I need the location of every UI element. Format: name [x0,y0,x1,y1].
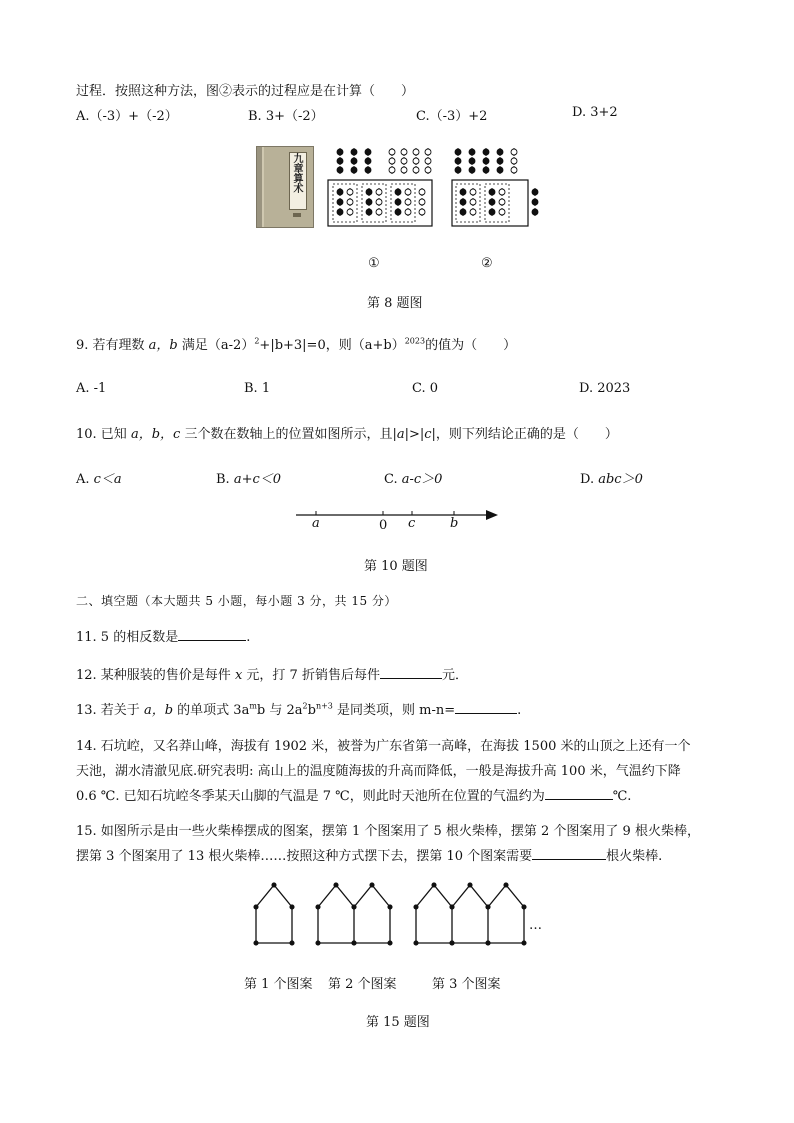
pattern2-roof-right-1-head-0 [370,883,374,887]
fig2-box-rod-3-1 [499,199,505,205]
fig2-box-rod-2-0 [489,189,495,195]
section-heading: 二、填空题（本大题共 5 小题，每小题 3 分，共 15 分） [76,594,397,608]
q11-blank [178,628,246,641]
q14-line1: 14. 石坑崆，又名莽山峰，海拔有 1902 米，被誉为广东省第一高峰，在海拔 1500 米的山顶之上还有一个 [76,739,691,754]
fig1-box-rod-3-2 [376,209,382,215]
q9-suffix: 的值为（ ） [425,338,517,353]
fig1-top-hollow-1-1 [401,158,407,164]
fig1-top-filled-0-1 [337,158,343,164]
pattern-ellipsis: … [529,918,542,933]
q9-exp1: 2 [254,336,260,346]
fig1-top-hollow-3-1 [425,158,431,164]
pattern1-wall-0-head-1 [254,941,258,945]
pattern1-wall-0-head-0 [254,905,258,909]
fig2-top-filled-0-1 [455,158,461,164]
q10-option-b-expr: a+c＜0 [233,472,282,487]
q13-sup2: 2 [302,701,308,711]
q10-option-a-label: A. [76,472,94,487]
fig1-dash-box-2 [362,184,386,222]
fig2-top-filled-3-0 [497,149,503,155]
pattern3-floor-2-head-0 [486,941,490,945]
pattern1-wall-1-head-1 [290,941,294,945]
fig1-top-hollow-0-1 [389,158,395,164]
q9-option-c: C. 0 [412,381,439,396]
fig1-box-rod-5-0 [405,189,411,195]
q9-abs: +|b+3|=0，则（ [259,338,365,353]
book-title: 九章算术 [291,153,302,193]
pattern3-roof-left-1 [452,885,470,907]
q15-line2-text: 摆第 3 个图案用了 13 根火柴棒……按照这种方式摆下去，摆第 10 个图案需要 [76,849,533,864]
pattern3-wall-3-head-1 [522,941,526,945]
q15-caption: 第 15 题图 [366,1015,430,1030]
fig2-box-rod-0-1 [460,199,466,205]
q10-option-d-expr: abc＞0 [598,472,643,487]
pattern3-roof-left-1-head-0 [450,905,454,909]
q14-line3-text: 0.6 ℃. 已知石坑崆冬季某天山脚的气温是 7 ℃，则此时天池所在位置的气温约为 [76,789,545,804]
fig1-box-rod-0-1 [337,199,343,205]
fig1-box-rod-2-0 [366,189,372,195]
pattern2-roof-right-0-head-0 [334,883,338,887]
fig1-box-rod-5-2 [405,209,411,215]
fig1-top-hollow-3-2 [425,167,431,173]
q10-option-b [216,468,281,487]
pattern3-roof-right-1-head-0 [468,883,472,887]
q12-var: x [234,668,243,683]
pattern2-roof-left-1-head-0 [352,905,356,909]
fig2-top-hollow-0-2 [511,167,517,173]
pattern1-roof-right-0 [274,885,292,907]
fig1-top-hollow-2-2 [413,167,419,173]
pattern3-roof-right-2 [506,885,524,907]
q9-mid3: ） [391,338,405,353]
pattern-label-1: 第 1 个图案 [244,977,313,992]
q10-option-c-expr: a-c＞0 [401,472,443,487]
q9-expr1: a-2 [220,338,242,353]
q8-caption: 第 8 题图 [367,296,423,311]
fig2-box-rod-3-0 [499,189,505,195]
pattern2-roof-left-1 [354,885,372,907]
pattern3-roof-left-2-head-0 [486,905,490,909]
q15-line2 [76,845,662,864]
pattern3-roof-left-0 [416,885,434,907]
q8-option-c: C.（-3）+2 [416,109,488,124]
pattern2-wall-0-head-1 [316,941,320,945]
q13-mid2: b 与 2a [256,703,303,718]
q10-option-c-label: C. [384,472,402,487]
q14-blank [545,787,613,800]
fig2-top-hollow-0-1 [511,158,517,164]
fig1-box-rod-4-1 [395,199,401,205]
q9-expr2: a+b [364,338,392,353]
q9-option-d: D. 2023 [579,381,631,396]
pattern2-roof-right-1 [372,885,390,907]
fig1-top-hollow-0-0 [389,149,395,155]
q9-exp2: 2023 [404,336,426,346]
fig1-top-filled-0-2 [337,167,343,173]
fig1-box-rod-4-0 [395,189,401,195]
q9-option-b: B. 1 [244,381,271,396]
pattern-label-2: 第 2 个图案 [328,977,397,992]
fig2-side-rod-1 [532,199,538,205]
pattern1-roof-right-0-head-0 [272,883,276,887]
axis-label-0: 0 [379,518,388,533]
pattern3-roof-right-2-head-0 [504,883,508,887]
fig2-side-rod-2 [532,209,538,215]
axis-label-c: c [408,516,416,531]
q15-end: 根火柴棒. [606,849,663,864]
fig1-side-rod-1 [419,199,425,205]
fig2-box-rod-2-2 [489,209,495,215]
fig2-top-filled-2-0 [483,149,489,155]
pattern3-wall-3-head-0 [522,905,526,909]
fig1-box-rod-5-1 [405,199,411,205]
q9-vars: a，b [148,338,178,353]
pattern3-floor-1-head-0 [450,941,454,945]
q12-prefix: 12. 某种服装的售价是每件 [76,668,235,683]
fig2-top-filled-3-1 [497,158,503,164]
q13-mid: 的单项式 3a [173,703,250,718]
pattern-label-3: 第 3 个图案 [432,977,501,992]
fig2-box-rod-1-2 [470,209,476,215]
fig2-top-filled-0-2 [455,167,461,173]
fig1-box-rod-4-2 [395,209,401,215]
q10-mid: 三个数在数轴上的位置如图所示，且| [180,427,397,442]
pattern1-roof-left-0 [256,885,274,907]
fig1-side-rod-0 [419,189,425,195]
q12-blank [380,666,442,679]
q11 [76,626,250,645]
q10-c: c [424,427,432,442]
fig2-top-filled-3-2 [497,167,503,173]
q10-option-d-label: D. [580,472,599,487]
pattern2-floor-1-head-0 [352,941,356,945]
counting-rods-figure [256,140,546,235]
fig1-top-filled-2-0 [365,149,371,155]
fig1-box-rod-0-0 [337,189,343,195]
fig1-top-filled-2-1 [365,158,371,164]
q8-fig1-label: ① [368,256,380,271]
fig1-top-hollow-0-2 [389,167,395,173]
fig1-top-hollow-1-0 [401,149,407,155]
pattern3-wall-0-head-0 [414,905,418,909]
q8-option-a: A.（-3）+（-2） [76,109,178,124]
fig1-top-filled-1-1 [351,158,357,164]
q10-stem [76,423,618,442]
q10-option-d [580,468,643,487]
pattern3-wall-0-head-1 [414,941,418,945]
number-line-arrow [486,510,498,520]
axis-label-b: b [450,516,459,531]
q10-option-a-expr: c＜a [93,472,122,487]
fig1-box-rod-0-2 [337,209,343,215]
q8-option-d: D. 3+2 [572,105,618,120]
fig1-dash-box-1 [333,184,357,222]
q14-end: ℃. [612,789,632,804]
fig1-top-hollow-2-0 [413,149,419,155]
fig1-side-rod-2 [419,209,425,215]
fig2-box-rod-2-1 [489,199,495,205]
fig2-box-rod-0-2 [460,209,466,215]
pattern2-roof-right-0 [336,885,354,907]
q10-option-c [384,468,442,487]
q13-blank [455,701,517,714]
q13-sup3: n+3 [315,701,333,711]
q13 [76,699,521,718]
q9-option-a: A. -1 [76,381,107,396]
fig1-top-filled-1-0 [351,149,357,155]
pattern2-wall-2-head-1 [388,941,392,945]
pattern3-roof-right-0 [434,885,452,907]
q12 [76,664,468,683]
fig2-top-filled-1-2 [469,167,475,173]
q14-line3 [76,785,631,804]
matchstick-figure [250,875,550,955]
fig2-top-filled-2-1 [483,158,489,164]
q10-option-b-label: B. [216,472,234,487]
fig2-box-rod-1-1 [470,199,476,205]
q13-mid3: b [307,703,316,718]
q13-vars: a，b [143,703,174,718]
fig2-side-rod-0 [532,189,538,195]
pattern3-roof-right-0-head-0 [432,883,436,887]
q8-option-b: B. 3+（-2） [248,109,324,124]
q15-blank [532,847,606,860]
q8-figure [256,140,546,235]
q10-gt: |>| [404,427,425,442]
fig1-box-rod-3-0 [376,189,382,195]
q15-line1: 15. 如图所示是由一些火柴棒摆成的图案，摆第 1 个图案用了 5 根火柴棒，摆第 2 个图案用了 9 根火柴棒， [76,824,700,839]
fig1-top-filled-2-2 [365,167,371,173]
pattern2-wall-0-head-0 [316,905,320,909]
fig2-top-hollow-0-0 [511,149,517,155]
fig2-box-rod-0-0 [460,189,466,195]
q13-prefix: 13. 若关于 [76,703,144,718]
fig1-top-filled-1-2 [351,167,357,173]
q10-vars: a，b，c [130,427,181,442]
pattern3-roof-right-1 [470,885,488,907]
q9-prefix: 9. 若有理数 [76,338,149,353]
q10-caption: 第 10 题图 [364,559,428,574]
fig1-box-rod-2-2 [366,209,372,215]
q10-option-a [76,468,122,487]
fig1-box-rod-2-1 [366,199,372,205]
q8-fig2-label: ② [481,256,493,271]
q9-mid2: ） [241,338,255,353]
fig1-box-rod-1-2 [347,209,353,215]
q10-suffix: |，则下列结论正确的是（ ） [431,427,618,442]
q14-line2: 天池，湖水清澈见底.研究表明: 高山上的温度随海拔的升高而降低，一般是海拔升高 100 米，气温约下降 [76,764,681,779]
fig1-top-hollow-1-2 [401,167,407,173]
axis-label-a: a [312,516,320,531]
q11-text: 11. 5 的相反数是 [76,630,179,645]
pattern3-roof-left-2 [488,885,506,907]
fig2-top-filled-1-1 [469,158,475,164]
fig1-top-filled-0-0 [337,149,343,155]
pattern1-wall-1-head-0 [290,905,294,909]
fig2-box-rod-1-0 [470,189,476,195]
pattern2-roof-left-0 [318,885,336,907]
q10-a: a [396,427,405,442]
q9-mid1: 满足（ [177,338,221,353]
fig2-top-filled-2-2 [483,167,489,173]
fig1-box-rod-3-1 [376,199,382,205]
fig1-box-rod-1-0 [347,189,353,195]
fig2-top-filled-1-0 [469,149,475,155]
q10-prefix: 10. 已知 [76,427,131,442]
q13-mid4: 是同类项，则 m-n= [332,703,456,718]
pattern2-wall-2-head-0 [388,905,392,909]
q11-end: . [246,630,251,645]
fig2-top-filled-0-0 [455,149,461,155]
number-line [290,505,510,545]
fig1-dash-box-3 [391,184,415,222]
q13-sup1: m [249,701,257,711]
fig2-dash-box-2 [485,184,509,222]
fig2-box-rod-3-2 [499,209,505,215]
q9-stem [76,334,516,353]
q12-mid: 元，打 7 折销售后每件 [242,668,380,683]
fig2-dash-box-1 [456,184,480,222]
q12-end: 元． [441,668,468,683]
q8-intro: 过程．按照这种方法，图②表示的过程应是在计算（ ） [76,84,415,99]
fig1-top-hollow-3-0 [425,149,431,155]
fig1-top-hollow-2-1 [413,158,419,164]
q13-end: . [517,703,522,718]
fig1-box-rod-1-1 [347,199,353,205]
